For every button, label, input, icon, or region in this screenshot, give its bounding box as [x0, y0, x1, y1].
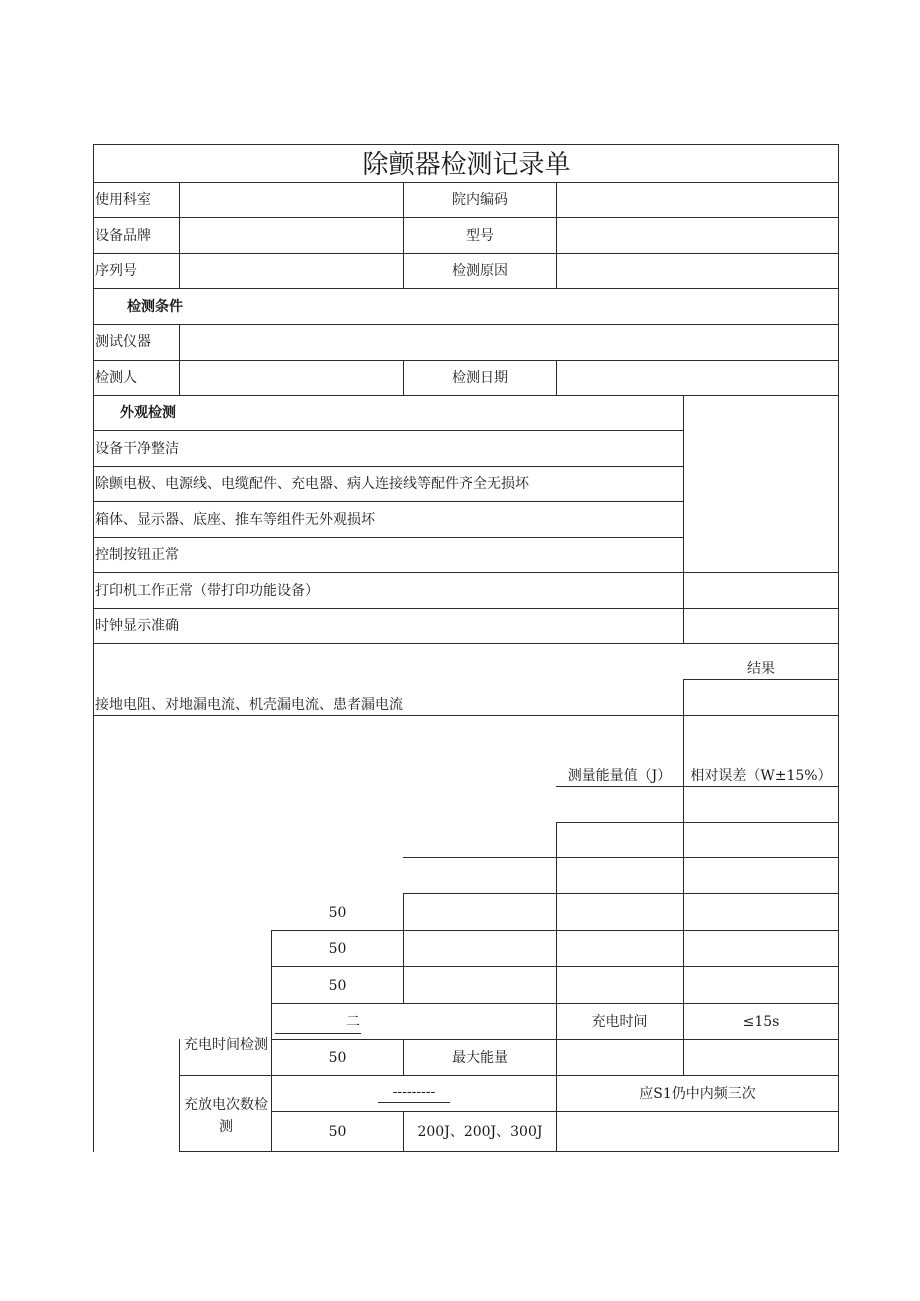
col-line: [179, 1039, 180, 1152]
serial-label: 序列号: [95, 263, 137, 279]
row-line: [403, 893, 839, 894]
date-label: 检测日期: [452, 370, 508, 386]
brand-label: 设备品牌: [95, 228, 151, 244]
charge-load-value: 50: [328, 1050, 347, 1066]
appearance-heading: 外观检测: [120, 405, 176, 421]
discharge-dashes-underline: [378, 1102, 450, 1103]
col-line: [271, 930, 272, 1152]
appearance-item: 控制按钮正常: [95, 547, 179, 563]
result-label: 结果: [747, 661, 775, 677]
row-line: [93, 324, 839, 325]
row-line: [271, 966, 839, 967]
max-energy-label: 最大能量: [452, 1050, 508, 1066]
row-line: [556, 786, 839, 787]
measured-energy-label: 测量能量值（J）: [567, 768, 672, 784]
charge-mark: 二: [346, 1014, 360, 1030]
row-line: [93, 182, 839, 183]
discharge-rule: 应S1仍中内频三次: [639, 1086, 756, 1102]
row-line: [683, 679, 839, 680]
row-line: [271, 1039, 839, 1040]
row-line: [93, 253, 839, 254]
appearance-item: 时钟显示准确: [95, 618, 179, 634]
load-value: 50: [328, 978, 347, 994]
row-line: [93, 466, 683, 467]
load-value: 50: [328, 905, 347, 921]
discharge-dashes: ---------: [392, 1084, 436, 1100]
conditions-heading: 检测条件: [127, 299, 183, 315]
row-line: [93, 217, 839, 218]
col-line: [179, 324, 180, 396]
charge-time-section-label: 充电时间检测: [184, 1037, 268, 1053]
row-line: [93, 430, 683, 431]
row-line: [271, 930, 839, 931]
charge-time-limit: ≤15s: [742, 1014, 780, 1030]
row-line: [271, 1111, 839, 1112]
col-line: [556, 182, 557, 289]
row-line: [93, 288, 839, 289]
col-line: [556, 360, 557, 396]
row-line: [271, 1003, 839, 1004]
col-line: [683, 395, 684, 643]
row-line: [93, 360, 839, 361]
row-line: [93, 643, 839, 644]
row-line: [93, 572, 839, 573]
table-left-border: [93, 144, 94, 1152]
discharge-load-value: 50: [328, 1124, 347, 1140]
table-top-border: [93, 144, 839, 145]
inspector-label: 检测人: [95, 370, 137, 386]
department-label: 使用科室: [95, 192, 151, 208]
charge-mark-underline: [275, 1033, 361, 1034]
appearance-item: 设备干净整洁: [95, 441, 179, 457]
relative-error-label: 相对误差（W±15%）: [690, 768, 832, 784]
hospital-code-label: 院内编码: [452, 192, 508, 208]
col-line: [179, 182, 180, 289]
row-line: [403, 857, 839, 858]
model-label: 型号: [466, 228, 494, 244]
row-line: [93, 715, 839, 716]
safety-item: 接地电阻、对地漏电流、机壳漏电流、患者漏电流: [95, 697, 403, 713]
row-line: [179, 1075, 839, 1076]
reason-label: 检测原因: [452, 263, 508, 279]
row-line: [93, 608, 839, 609]
discharge-sequence: 200J、200J、300J: [417, 1124, 543, 1140]
row-line: [556, 822, 839, 823]
page-title: 除颤器检测记录单: [362, 150, 571, 180]
appearance-item: 除颤电极、电源线、电缆配件、充电器、病人连接线等配件齐全无损坏: [95, 476, 529, 492]
load-value: 50: [328, 941, 347, 957]
discharge-section-label: 充放电次数检测: [184, 1097, 268, 1135]
row-line: [93, 537, 683, 538]
table-bottom-border: [179, 1151, 839, 1152]
charge-time-label: 充电时间: [591, 1014, 648, 1030]
row-line: [93, 395, 839, 396]
appearance-item: 箱体、显示器、底座、推车等组件无外观损坏: [95, 512, 375, 528]
instrument-label: 测试仪器: [95, 334, 151, 350]
table-right-border: [838, 144, 839, 1152]
appearance-item: 打印机工作正常（带打印功能设备）: [95, 583, 319, 599]
row-line: [93, 501, 683, 502]
col-line: [403, 893, 404, 1003]
